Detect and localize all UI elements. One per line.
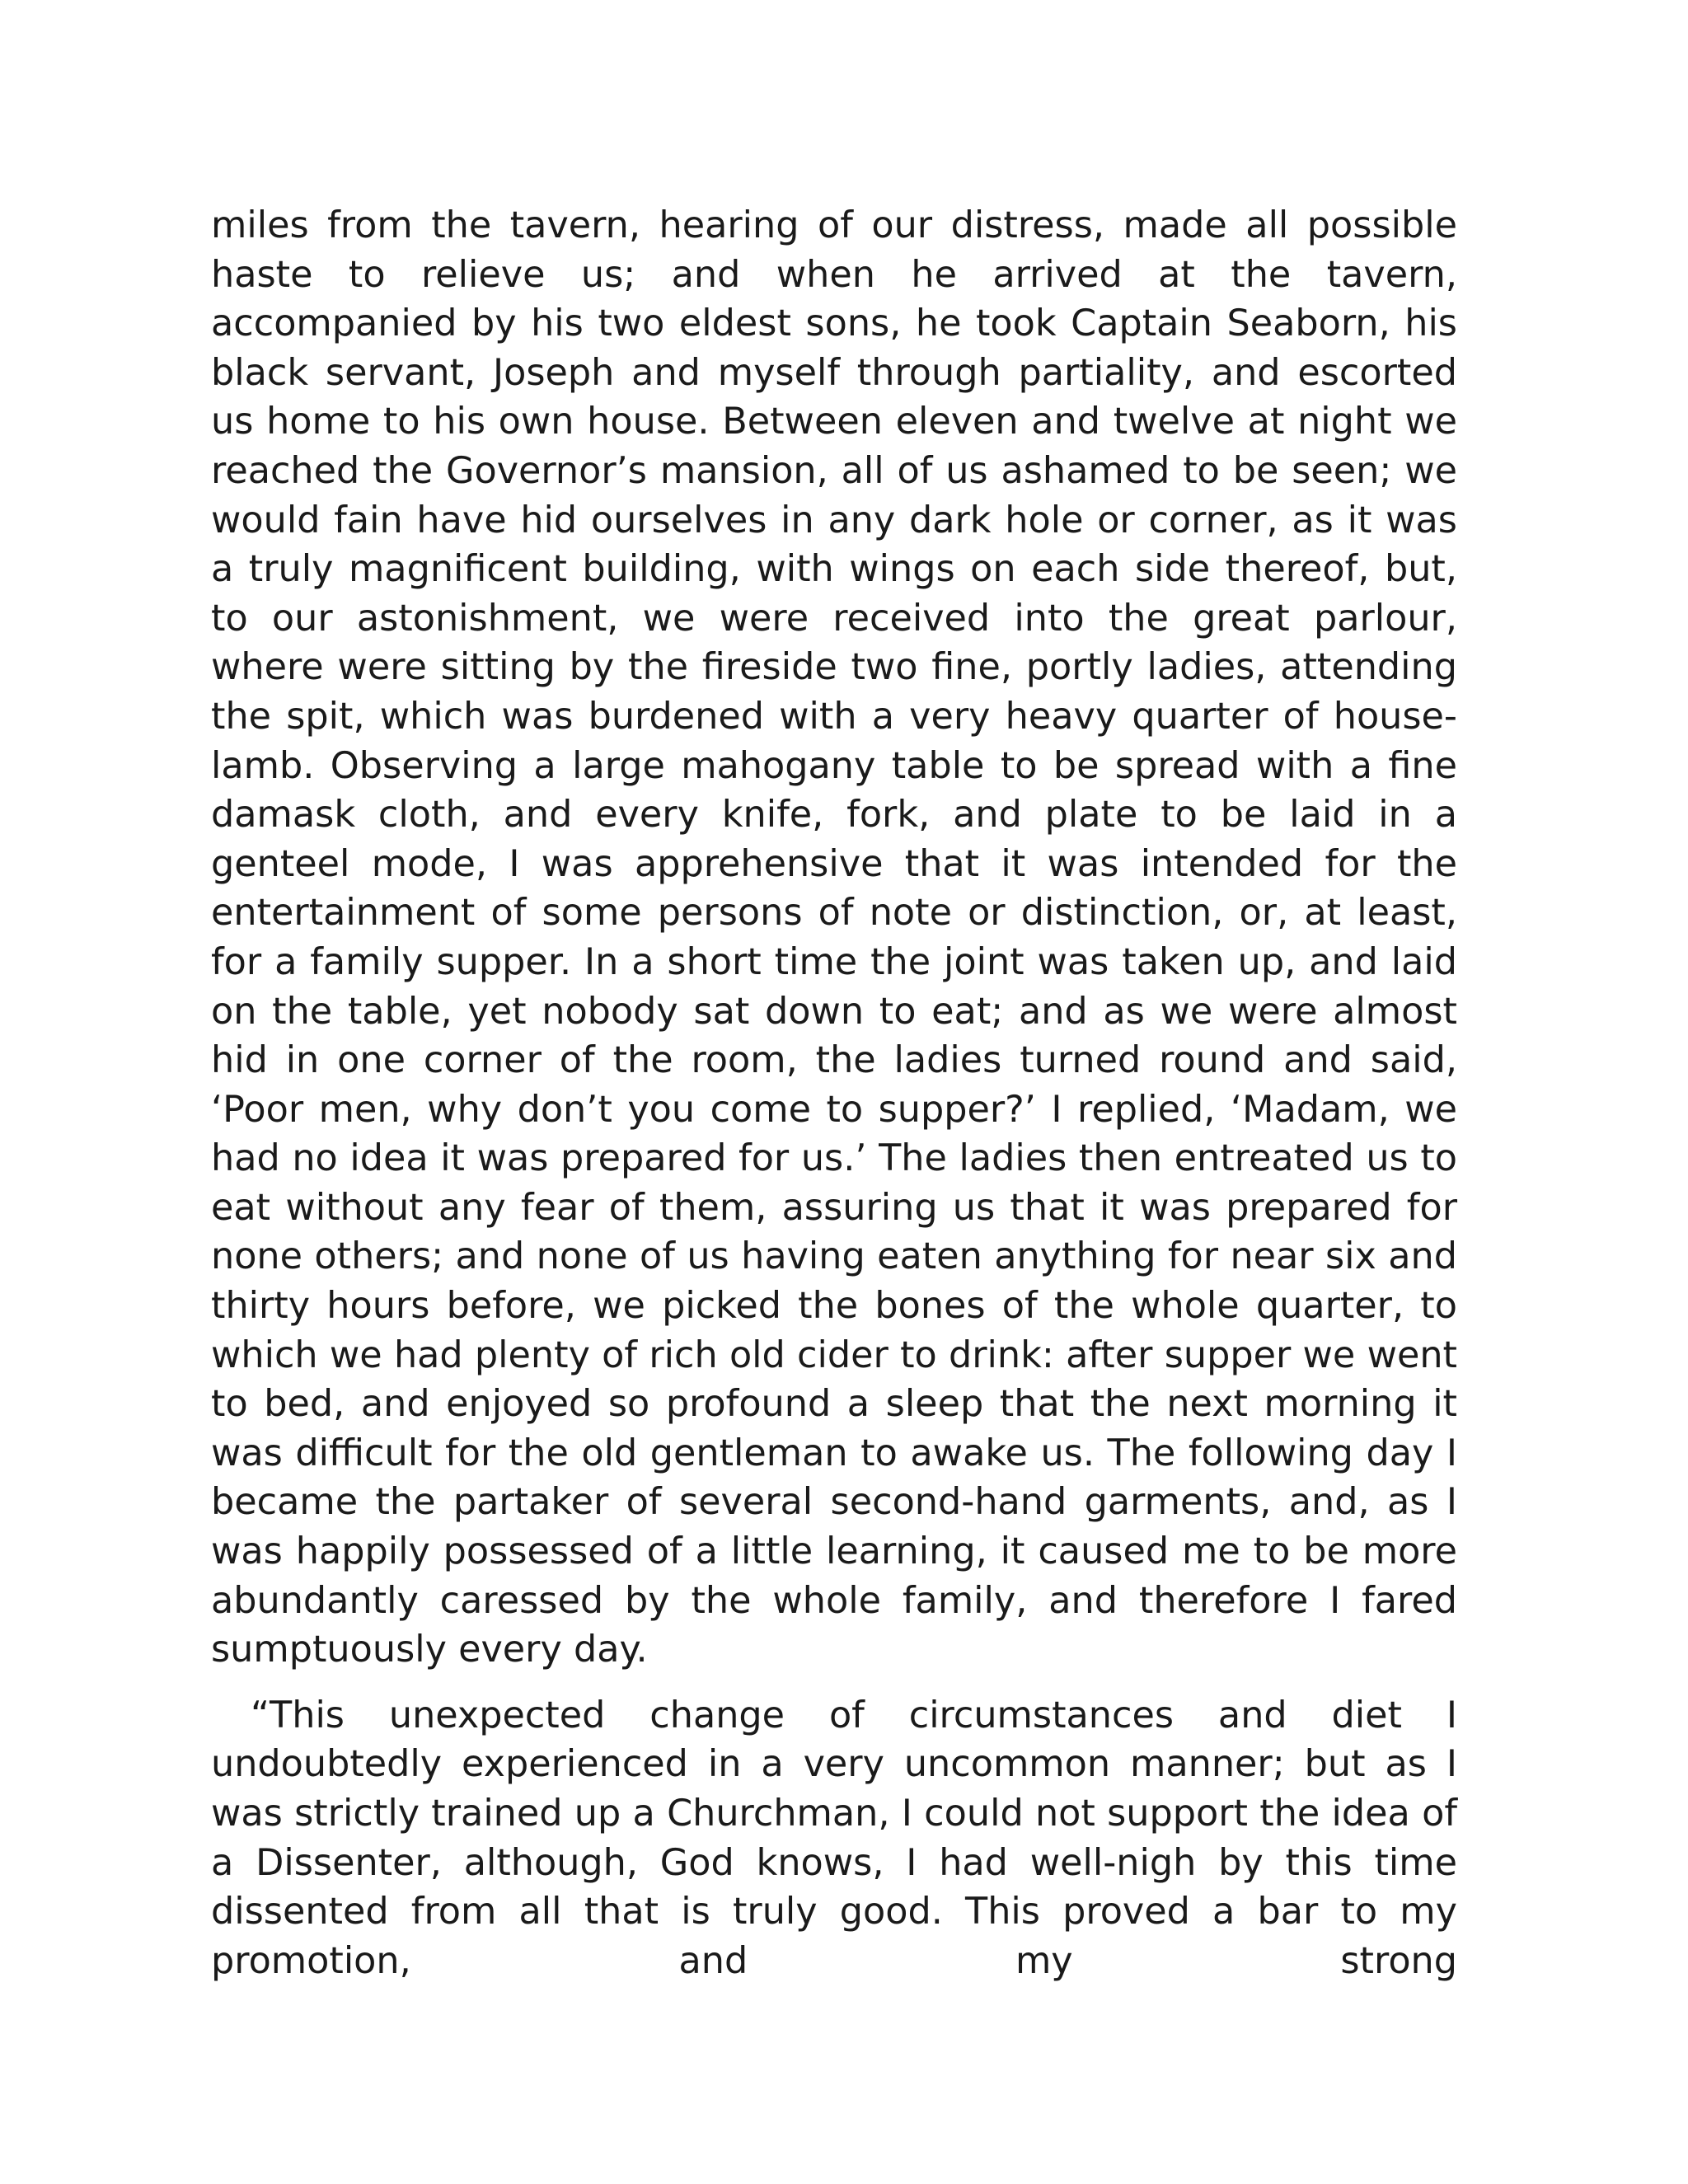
paragraph-1: miles from the tavern, hearing of our distress, made all possible haste to relieve us; and when he arrived at the tavern, accompanied by his two eldest sons, he took Captain Seaborn, his black servant, Joseph and myself through partiality, and escorted us home to his own house. Between eleven and twelve at night we reached the Governor’s mansion, all of us ashamed to be seen; we would fain have hid ourselves in any dark hole or corner, as it was a truly magnificent building, with wings on each side thereof, but, to our astonishment, we were received into the great parlour, where were sitting by the fireside two fine, portly ladies, attending the spit, which was burdened with a very heavy quarter of house-lamb. Observing a large mahogany table to be spread with a fine damask cloth, and every knife, fork, and plate to be laid in a genteel mode, I was apprehensive that it was intended for the entertainment of some persons of note or distinction, or, at least, for a family supper. In a short time the joint was taken up, and laid on the table, yet nobody sat down to eat; and as we were almost hid in one corner of the room, the ladies turned round and said, ‘Poor men, why don’t you come to supper?’ I replied, ‘Madam, we had no idea it was prepared for us.’ The ladies then entreated us to eat without any fear of them, assuring us that it was prepared for none others; and none of us having eaten anything for near six and thirty hours before, we picked the bones of the whole quarter, to which we had plenty of rich old cider to drink: after supper we went to bed, and enjoyed so profound a sleep that the next morning it was difficult for the old gentleman to awake us. The following day I became the partaker of several second-hand garments, and, as I was happily possessed of a little learning, it caused me to be more abundantly caressed by the whole family, and therefore I fared sumptuously every day.: [211, 204, 1457, 1671]
body-text: [211, 201, 1457, 1985]
paragraph-2: “This unexpected change of circumstances and diet I undoubtedly experienced in a very uncommon manner; but as I was strictly trained up a Churchman, I could not support the idea of a Dissenter, although, God knows, I had well-nigh by this time dissented from all that is truly good. This proved a bar to my promotion, and my strong: [211, 1694, 1457, 1982]
